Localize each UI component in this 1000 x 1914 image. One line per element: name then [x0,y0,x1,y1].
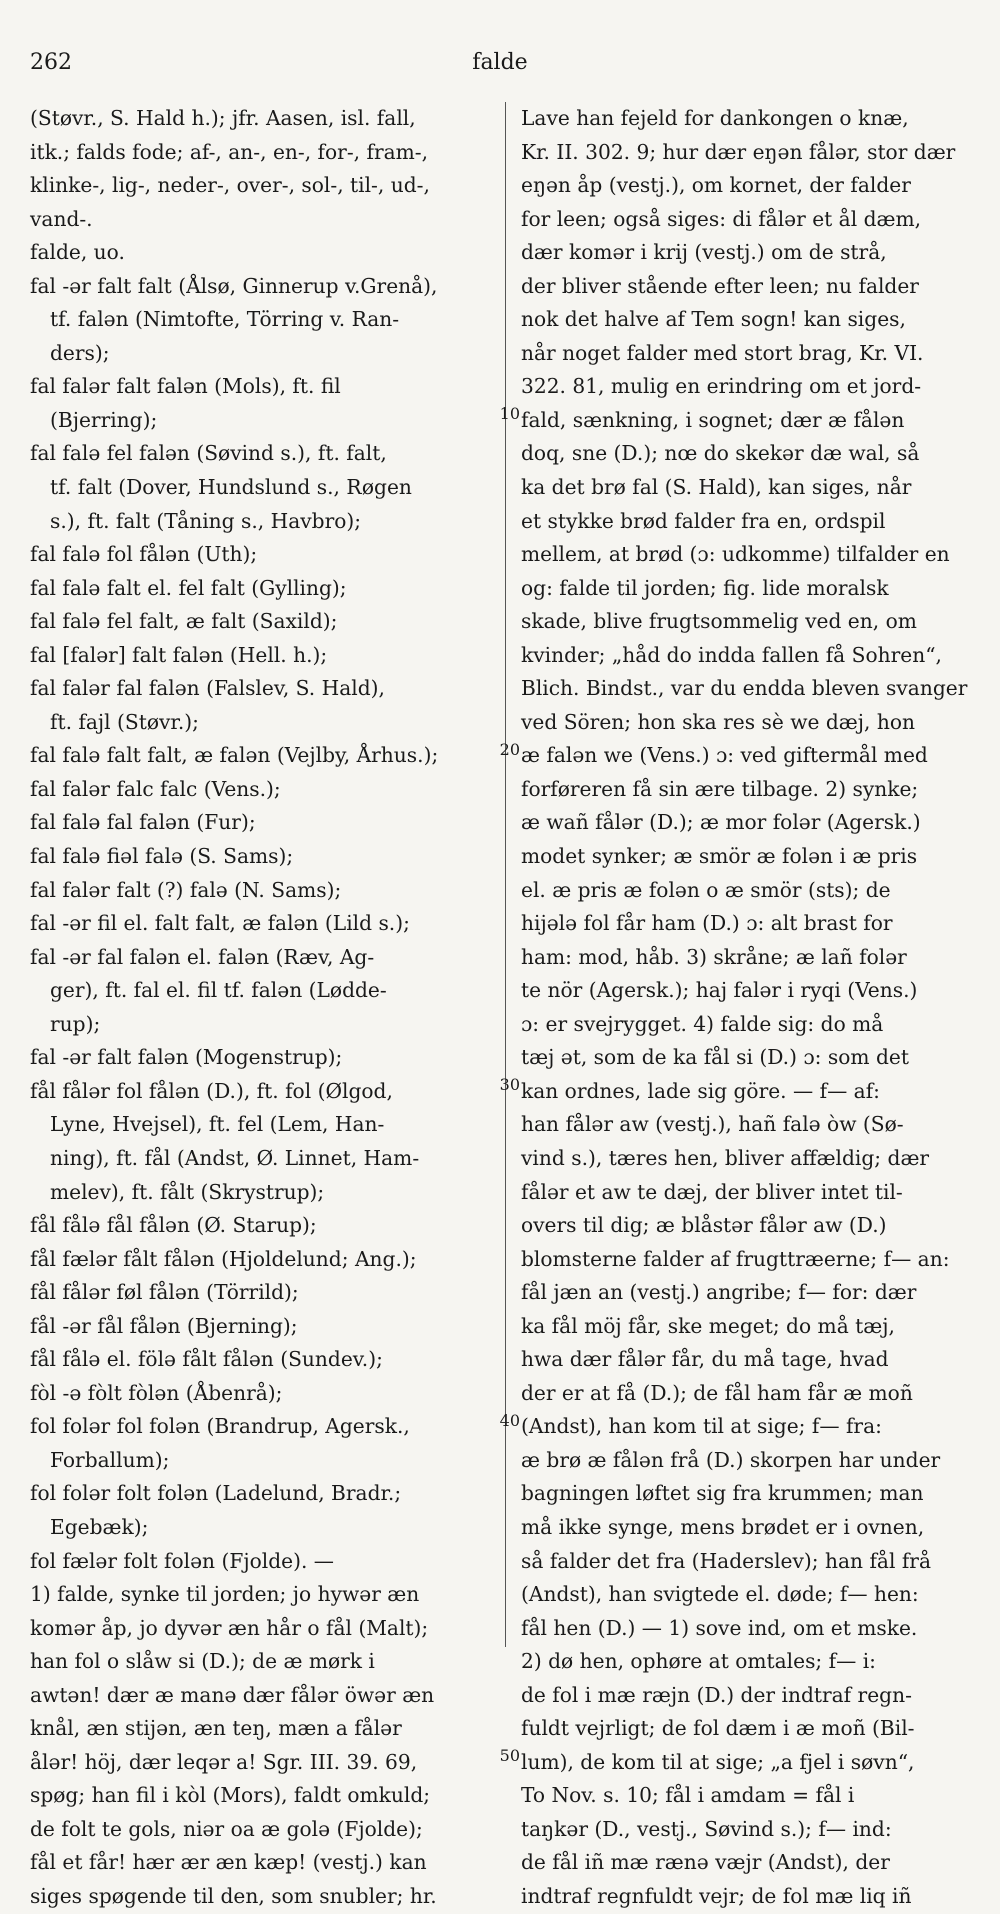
page-number: 262 [30,50,72,75]
text-line: hijələ fol får ham (D.) ɔ: alt brast for [521,911,893,936]
text-line: komər åp, jo dyvər æn hår o fål (Malt); [30,1615,429,1640]
text-line: fål -ər fål fålən (Bjerning); [30,1313,298,1338]
text-line: To Nov. s. 10; fål i amdam = fål i [521,1783,855,1808]
text-line: så falder det fra (Haderslev); han fål frå [521,1548,931,1573]
text-line: (Støvr., S. Hald h.); jfr. Aasen, isl. fall, [30,106,416,130]
line-number: 40 [499,1411,520,1430]
text-line: (Andst), han svigtede el. døde; f— hen: [521,1582,919,1607]
text-line: ɔ: er svejrygget. 4) falde sig: do må [521,1011,884,1036]
text-line: fål fålər føl fålən (Törrild); [30,1280,299,1305]
text-line: Egebæk); [50,1514,149,1539]
text-line: fal falər falc falc (Vens.); [30,776,281,801]
text-line: fal falə falt falt, æ falən (Vejlby, Århus.); [30,743,439,768]
text-line: mellem, at brød (ɔ: udkomme) tilfalder en [521,542,950,567]
text-line: ders); [50,340,110,365]
text-line: rup); [50,1011,101,1036]
text-line: fal falər falt falən (Mols), ft. fil [30,374,341,399]
text-line: vand-. [30,206,93,231]
text-line: fal -ər falt falən (Mogenstrup); [30,1045,343,1070]
text-line: hwa dær fålər får, du må tage, hvad [521,1347,889,1372]
text-line: s.), ft. falt (Tåning s., Havbro); [50,508,362,533]
text-line: vind s.), tæres hen, bliver affældig; dær [521,1145,930,1170]
text-line: fål jæn an (vestj.) angribe; f— for: dær [521,1280,917,1305]
text-line: tf. falən (Nimtofte, Törring v. Ran- [50,307,400,332]
text-line: kvinder; „håd do indda fallen få Sohren“, [521,642,942,667]
text-line: 1) falde, synke til jorden; jo hywər æn [30,1582,420,1607]
line-number: 20 [499,740,520,759]
text-line: (Andst), han kom til at sige; f— fra: [521,1414,882,1439]
text-line: ka fål möj får, ske meget; do må tæj, [521,1313,895,1338]
text-line: skade, blive frugtsommelig ved en, om [521,609,917,634]
text-line: fal falər fal falən (Falslev, S. Hald), [30,676,385,701]
text-line: fal -ər falt falt (Ålsø, Ginnerup v.Grenå), [30,273,438,298]
right-column [521,102,981,1914]
text-line: el. æ pris æ folən o æ smör (sts); de [521,877,891,902]
text-line: tæj ət, som de ka fål si (D.) ɔ: som det [521,1045,909,1070]
text-line: knål, æn stijən, æn teŋ, mæn a fålər [30,1716,402,1741]
text-line: spøg; han fil i kòl (Mors), faldt omkuld; [30,1783,431,1808]
text-line: forføreren få sin ære tilbage. 2) synke; [521,776,919,801]
text-line: ka det brø fal (S. Hald), kan siges, når [521,475,912,500]
text-line: et stykke brød falder fra en, ordspil [521,508,886,533]
text-line: ham: mod, håb. 3) skråne; æ lañ folər [521,944,907,969]
text-line: æ brø æ fålən frå (D.) skorpen har under [521,1447,941,1472]
text-line: og: falde til jorden; fig. lide moralsk [521,575,889,600]
text-line: de fål iñ mæ rænə væjr (Andst), der [521,1850,890,1875]
text-line: tf. falt (Dover, Hundslund s., Røgen [50,475,412,500]
text-line: siges spøgende til den, som snubler; hr. [30,1883,437,1908]
text-line: lum), de kom til at sige; „a fjel i søvn“, [521,1749,915,1774]
text-line: fål hen (D.) — 1) sove ind, om et mske. [521,1615,918,1640]
text-line: ved Sören; hon ska res sè we dæj, hon [521,709,916,734]
text-line: fol folər fol folən (Brandrup, Agersk., [30,1414,410,1439]
text-line: Lave han fejeld for dankongen o knæ, [521,106,909,130]
text-line: Kr. II. 302. 9; hur dær eŋən fålər, stor dær [521,139,956,164]
text-line: indtraf regnfuldt vejr; de fol mæ liq iñ [521,1883,912,1908]
text-line: dær komər i krij (vestj.) om de strå, [521,240,887,265]
text-line: fal falə fiəl falə (S. Sams); [30,844,294,869]
text-line: (Bjerring); [50,407,158,432]
text-line: kan ordnes, lade sig göre. — f— af: [521,1078,880,1103]
text-line: fal -ər fal falən el. falən (Ræv, Ag- [30,944,375,969]
text-line: eŋən åp (vestj.), om kornet, der falder [521,173,911,198]
text-line: må ikke synge, mens brødet er i ovnen, [521,1514,925,1539]
text-line: nok det halve af Tem sogn! kan siges, [521,307,906,332]
text-line: for leen; også siges: di fålər et ål dæm, [521,206,922,231]
left-column [30,102,500,1914]
text-line: fal falə fel falt, æ falt (Saxild); [30,609,338,634]
text-line: blomsterne falder af frugttræerne; f— an: [521,1246,950,1271]
text-line: fòl -ə fòlt fòlən (Åbenrå); [30,1380,283,1405]
text-line: fål fålər fol fålən (D.), ft. fol (Ølgod, [30,1078,393,1103]
text-line: modet synker; æ smör æ folən i æ pris [521,844,918,869]
text-line: Lyne, Hvejsel), ft. fel (Lem, Han- [50,1112,385,1137]
line-number: 30 [499,1075,520,1094]
text-line: fal falə fol fålən (Uth); [30,542,258,567]
text-line: te nör (Agersk.); haj falər i ryqi (Vens.) [521,978,918,1003]
text-line: når noget falder med stort brag, Kr. VI. [521,340,924,365]
text-line: æ falən we (Vens.) ɔ: ved giftermål med [521,743,928,768]
text-line: fol fælər folt folən (Fjolde). — [30,1548,334,1573]
line-number: 50 [499,1746,520,1765]
text-line: ålər! höj, dær leqər a! Sgr. III. 39. 69, [30,1749,418,1774]
text-line: fålər et aw te dæj, der bliver intet til- [521,1179,903,1204]
text-line: overs til dig; æ blåstər fålər aw (D.) [521,1213,887,1238]
text-line: ger), ft. fal el. fil tf. falən (Lødde- [50,978,387,1003]
text-line: fal falə fel falən (Søvind s.), ft. falt, [30,441,387,466]
text-line: itk.; falds fode; af-, an-, en-, for-, fram-, [30,139,429,164]
text-line: melev), ft. fålt (Skrystrup); [50,1179,325,1204]
text-line: fald, sænkning, i sognet; dær æ fålən [521,407,905,432]
text-line: 322. 81, mulig en erindring om et jord- [521,374,922,399]
text-line: fal -ər fil el. falt falt, æ falən (Lild s.); [30,911,410,936]
text-line: taŋkər (D., vestj., Søvind s.); f— ind: [521,1816,892,1841]
text-line: fol folər folt folən (Ladelund, Bradr.; [30,1481,402,1506]
text-line: han fålər aw (vestj.), hañ falə òw (Sø- [521,1112,904,1137]
text-line: Blich. Bindst., var du endda bleven svanger [521,676,968,701]
text-line: fal falər falt (?) falə (N. Sams); [30,877,342,902]
text-line: der bliver stående efter leen; nu falder [521,273,919,298]
text-line: awtən! dær æ manə dær fålər öwər æn [30,1682,435,1707]
text-line: han fol o slåw si (D.); de æ mørk i [30,1649,375,1674]
text-line: der er at få (D.); de fål ham får æ moñ [521,1380,913,1405]
text-line: de folt te gols, niər oa æ golə (Fjolde); [30,1816,423,1841]
text-line: klinke-, lig-, neder-, over-, sol-, til-, ud-, [30,173,430,198]
text-line: Forballum); [50,1447,170,1472]
text-line: ft. fajl (Støvr.); [50,709,199,734]
text-line: fål fålə el. fölə fålt fålən (Sundev.); [30,1347,383,1372]
text-line: falde, uo. [30,240,125,265]
text-line: fal [falər] falt falən (Hell. h.); [30,642,328,667]
running-head: falde [472,50,528,75]
text-line: fal falə fal falən (Fur); [30,810,256,835]
text-line: ning), ft. fål (Andst, Ø. Linnet, Ham- [50,1145,420,1170]
text-line: 2) dø hen, ophøre at omtales; f— i: [521,1649,876,1674]
text-line: de fol i mæ ræjn (D.) der indtraf regn- [521,1682,912,1707]
text-line: fål fælər fålt fålən (Hjoldelund; Ang.); [30,1246,417,1271]
text-line: fal falə falt el. fel falt (Gylling); [30,575,347,600]
text-line: bagningen løftet sig fra krummen; man [521,1481,924,1506]
text-line: fuldt vejrligt; de fol dæm i æ moñ (Bil- [521,1716,915,1741]
text-line: fål fålə fål fålən (Ø. Starup); [30,1213,317,1238]
text-line: doq, sne (D.); nœ do skekər dæ wal, så [521,441,920,466]
text-line: æ wañ fålər (D.); æ mor folər (Agersk.) [521,810,921,835]
line-number: 10 [499,404,520,423]
text-line: fål et får! hær ær æn kæp! (vestj.) kan [30,1850,427,1875]
